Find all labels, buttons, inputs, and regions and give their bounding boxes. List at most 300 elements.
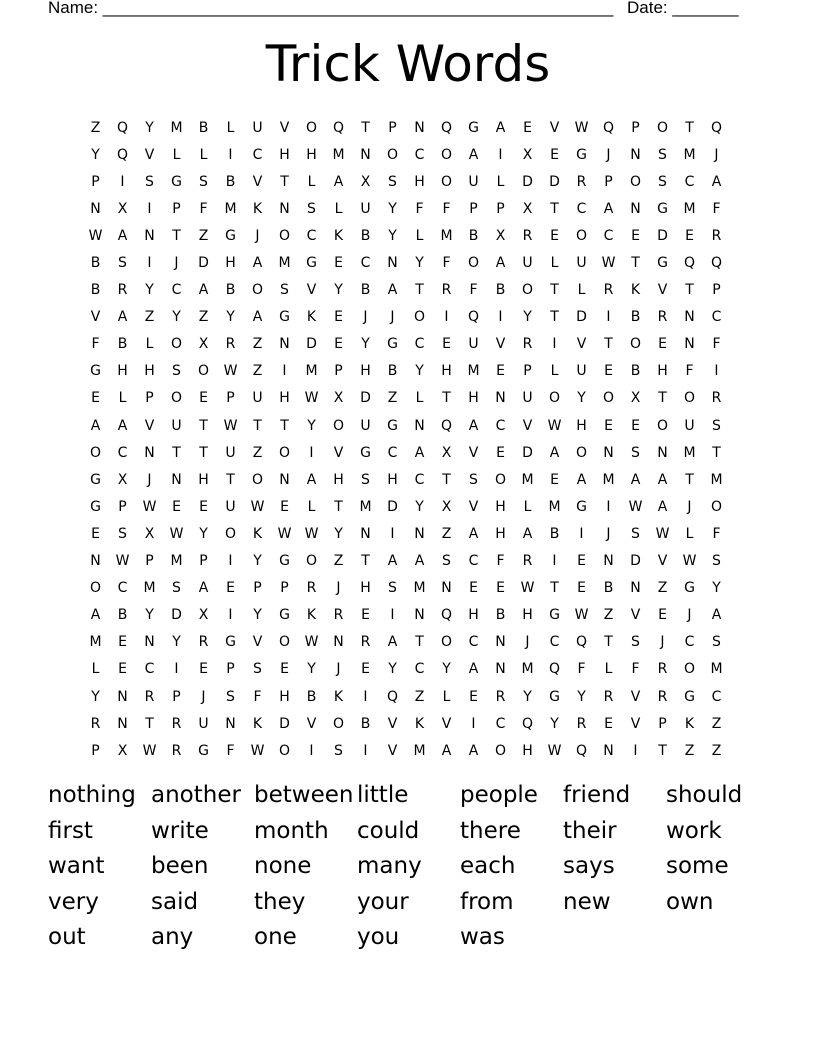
grid-letter: A	[468, 661, 479, 678]
grid-letter: I	[606, 498, 611, 515]
grid-letter: Z	[198, 227, 209, 244]
word-list-item: new	[563, 888, 611, 915]
grid-letter: G	[90, 498, 101, 515]
grid-letter: I	[471, 715, 476, 732]
grid-letter: X	[198, 607, 209, 624]
grid-letter: D	[279, 715, 290, 732]
grid-letter: Q	[332, 119, 345, 136]
grid-letter: V	[252, 634, 263, 651]
grid-letter: Q	[602, 119, 615, 136]
grid-letter: D	[306, 336, 317, 353]
word-list-item: people	[460, 782, 538, 808]
grid-letter: A	[468, 417, 479, 434]
grid-letter: E	[334, 309, 343, 326]
grid-letter: S	[631, 444, 640, 461]
grid-letter: M	[683, 146, 696, 163]
grid-letter: G	[576, 146, 587, 163]
grid-letter: E	[172, 498, 181, 515]
grid-letter: S	[118, 255, 127, 272]
grid-letter: B	[360, 227, 371, 244]
grid-letter: N	[414, 417, 425, 434]
grid-letter: M	[305, 363, 318, 380]
grid-letter: O	[278, 634, 291, 651]
grid-letter: A	[90, 607, 101, 624]
grid-letter: Z	[414, 688, 425, 705]
grid-letter: X	[117, 742, 128, 759]
grid-letter: C	[306, 227, 317, 244]
grid-letter: R	[603, 282, 614, 299]
grid-letter: Z	[252, 363, 263, 380]
word-list-item: many	[357, 853, 422, 879]
grid-letter: A	[198, 282, 209, 299]
grid-letter: V	[576, 336, 587, 353]
grid-letter: L	[415, 390, 424, 407]
grid-letter: Y	[388, 200, 397, 217]
grid-letter: R	[603, 688, 614, 705]
grid-letter: D	[576, 309, 587, 326]
grid-letter: W	[628, 498, 643, 515]
grid-letter: T	[442, 390, 451, 407]
grid-letter: R	[333, 607, 344, 624]
grid-letter: Q	[116, 119, 129, 136]
grid-letter: J	[390, 309, 395, 326]
grid-letter: I	[390, 607, 395, 624]
grid-letter: R	[198, 634, 209, 651]
grid-letter: A	[252, 255, 263, 272]
grid-letter: A	[468, 146, 479, 163]
date-field-label: Date: _______	[627, 0, 739, 17]
grid-letter: A	[468, 742, 479, 759]
grid-letter: C	[117, 580, 128, 597]
grid-letter: F	[496, 553, 505, 570]
grid-letter: V	[630, 688, 641, 705]
grid-letter: W	[277, 525, 292, 542]
grid-letter: T	[712, 444, 721, 461]
grid-letter: G	[90, 363, 101, 380]
word-list-item: little	[357, 782, 409, 808]
grid-letter: K	[306, 309, 317, 326]
grid-letter: O	[305, 553, 318, 570]
grid-letter: I	[363, 742, 368, 759]
grid-letter: I	[606, 309, 611, 326]
grid-letter: H	[225, 255, 236, 272]
grid-letter: A	[387, 553, 398, 570]
grid-letter: L	[550, 255, 559, 272]
grid-letter: A	[90, 417, 101, 434]
grid-letter: Q	[575, 742, 588, 759]
grid-letter: A	[387, 634, 398, 651]
grid-letter: N	[684, 336, 695, 353]
grid-letter: F	[685, 363, 694, 380]
grid-letter: Y	[550, 715, 559, 732]
grid-letter: N	[90, 553, 101, 570]
grid-letter: M	[710, 471, 723, 488]
grid-letter: B	[630, 363, 641, 380]
grid-letter: V	[468, 444, 479, 461]
grid-letter: C	[414, 146, 425, 163]
grid-letter: I	[498, 146, 503, 163]
grid-letter: O	[683, 661, 696, 678]
grid-letter: O	[251, 471, 264, 488]
grid-letter: I	[309, 742, 314, 759]
grid-letter: R	[225, 336, 236, 353]
grid-letter: Y	[172, 309, 181, 326]
grid-letter: D	[657, 227, 668, 244]
grid-letter: L	[199, 146, 208, 163]
grid-letter: Y	[415, 363, 424, 380]
grid-letter: Y	[415, 498, 424, 515]
grid-letter: J	[201, 688, 206, 705]
word-list-item: could	[357, 817, 420, 844]
grid-letter: J	[606, 525, 611, 542]
grid-letter: H	[522, 607, 533, 624]
grid-letter: A	[495, 119, 506, 136]
word-list-item: said	[151, 888, 199, 915]
grid-letter: T	[604, 336, 613, 353]
grid-letter: F	[469, 282, 478, 299]
grid-letter: T	[658, 390, 667, 407]
grid-letter: P	[631, 119, 640, 136]
grid-letter: J	[660, 634, 665, 651]
grid-letter: E	[280, 498, 289, 515]
grid-letter: P	[172, 200, 181, 217]
grid-letter: R	[522, 336, 533, 353]
grid-letter: C	[468, 553, 479, 570]
grid-letter: V	[657, 553, 668, 570]
grid-letter: W	[304, 525, 319, 542]
grid-letter: Y	[91, 146, 100, 163]
grid-letter: R	[144, 688, 155, 705]
grid-letter: P	[280, 580, 289, 597]
grid-letter: S	[712, 417, 721, 434]
grid-letter: X	[198, 336, 209, 353]
grid-letter: A	[117, 227, 128, 244]
grid-letter: H	[333, 471, 344, 488]
grid-letter: U	[198, 715, 209, 732]
word-list-item: there	[460, 817, 521, 844]
grid-letter: N	[414, 525, 425, 542]
grid-letter: C	[576, 200, 587, 217]
grid-letter: S	[334, 742, 343, 759]
grid-letter: F	[712, 525, 721, 542]
grid-letter: N	[630, 200, 641, 217]
grid-letter: S	[361, 471, 370, 488]
grid-letter: M	[521, 661, 534, 678]
grid-letter: R	[441, 282, 452, 299]
grid-letter: U	[225, 444, 236, 461]
grid-letter: W	[520, 580, 535, 597]
grid-letter: L	[496, 173, 505, 190]
word-list-item: should	[666, 782, 743, 808]
grid-letter: E	[550, 146, 559, 163]
grid-letter: X	[117, 200, 128, 217]
grid-letter: Z	[252, 336, 263, 353]
grid-letter: Z	[144, 309, 155, 326]
grid-letter: M	[683, 200, 696, 217]
grid-letter: Y	[577, 688, 586, 705]
grid-letter: Z	[441, 525, 452, 542]
grid-letter: S	[388, 580, 397, 597]
grid-letter: Z	[252, 444, 263, 461]
grid-letter: A	[576, 471, 587, 488]
grid-letter: V	[279, 119, 290, 136]
grid-letter: T	[550, 309, 559, 326]
grid-letter: A	[711, 607, 722, 624]
grid-letter: C	[252, 146, 263, 163]
grid-letter: E	[658, 607, 667, 624]
grid-letter: Y	[253, 607, 262, 624]
grid-letter: J	[606, 146, 611, 163]
grid-letter: F	[712, 336, 721, 353]
grid-letter: I	[309, 444, 314, 461]
grid-letter: L	[685, 525, 694, 542]
grid-letter: E	[523, 119, 532, 136]
grid-letter: L	[604, 661, 613, 678]
grid-letter: O	[89, 580, 102, 597]
grid-letter: A	[657, 471, 668, 488]
grid-letter: X	[144, 525, 155, 542]
grid-letter: K	[333, 688, 344, 705]
grid-letter: P	[91, 173, 100, 190]
grid-letter: C	[684, 634, 695, 651]
grid-letter: A	[441, 742, 452, 759]
grid-letter: E	[442, 336, 451, 353]
grid-letter: H	[279, 146, 290, 163]
word-list-item: one	[254, 924, 297, 950]
grid-letter: S	[199, 173, 208, 190]
grid-letter: N	[387, 255, 398, 272]
grid-letter: P	[253, 580, 262, 597]
grid-letter: H	[495, 498, 506, 515]
grid-letter: H	[441, 363, 452, 380]
grid-letter: E	[658, 336, 667, 353]
grid-letter: F	[253, 688, 262, 705]
grid-letter: M	[548, 498, 561, 515]
grid-letter: V	[630, 607, 641, 624]
grid-letter: E	[631, 227, 640, 244]
grid-letter: T	[361, 119, 370, 136]
grid-letter: T	[442, 471, 451, 488]
grid-letter: P	[145, 390, 154, 407]
grid-letter: E	[631, 417, 640, 434]
grid-letter: I	[363, 688, 368, 705]
grid-letter: A	[630, 471, 641, 488]
grid-letter: H	[144, 363, 155, 380]
grid-letter: T	[631, 255, 640, 272]
grid-letter: H	[495, 525, 506, 542]
word-list-item: from	[460, 888, 514, 915]
grid-letter: U	[684, 417, 695, 434]
grid-letter: E	[334, 336, 343, 353]
grid-letter: Y	[334, 282, 343, 299]
grid-letter: E	[199, 390, 208, 407]
grid-letter: O	[413, 309, 426, 326]
word-list-item: none	[254, 853, 312, 879]
grid-letter: R	[657, 309, 668, 326]
grid-letter: I	[228, 607, 233, 624]
grid-letter: S	[145, 173, 154, 190]
grid-letter: X	[360, 173, 371, 190]
letter-grid	[82, 114, 730, 764]
grid-letter: K	[414, 715, 425, 732]
grid-letter: L	[577, 282, 586, 299]
grid-letter: L	[415, 227, 424, 244]
grid-letter: O	[656, 417, 669, 434]
grid-letter: F	[577, 661, 586, 678]
grid-letter: S	[712, 634, 721, 651]
grid-letter: A	[711, 173, 722, 190]
grid-letter: R	[576, 715, 587, 732]
grid-letter: Q	[521, 715, 534, 732]
grid-letter: P	[469, 200, 478, 217]
grid-letter: Y	[145, 282, 154, 299]
grid-letter: E	[577, 580, 586, 597]
grid-letter: M	[683, 444, 696, 461]
grid-letter: U	[468, 336, 479, 353]
grid-letter: G	[684, 580, 695, 597]
grid-letter: N	[144, 227, 155, 244]
grid-letter: C	[711, 309, 722, 326]
grid-letter: G	[90, 471, 101, 488]
grid-letter: O	[332, 417, 345, 434]
grid-letter: H	[468, 607, 479, 624]
grid-letter: B	[495, 282, 506, 299]
grid-letter: T	[361, 553, 370, 570]
grid-letter: Y	[361, 336, 370, 353]
grid-letter: Z	[657, 580, 668, 597]
grid-letter: U	[468, 173, 479, 190]
grid-letter: W	[601, 255, 616, 272]
grid-letter: P	[658, 715, 667, 732]
grid-letter: A	[414, 553, 425, 570]
grid-letter: G	[657, 200, 668, 217]
grid-letter: L	[523, 498, 532, 515]
word-list-item: work	[666, 817, 722, 844]
grid-letter: M	[359, 498, 372, 515]
word-list-item: another	[151, 782, 241, 808]
grid-letter: Y	[307, 661, 316, 678]
grid-letter: T	[550, 200, 559, 217]
grid-letter: W	[250, 742, 265, 759]
grid-letter: Z	[711, 742, 722, 759]
grid-letter: R	[495, 688, 506, 705]
grid-letter: E	[469, 688, 478, 705]
word-list-item: between	[254, 782, 354, 808]
grid-letter: Q	[386, 688, 399, 705]
grid-letter: E	[280, 661, 289, 678]
grid-letter: B	[468, 227, 479, 244]
grid-letter: S	[631, 525, 640, 542]
grid-letter: W	[115, 553, 130, 570]
name-field-label: Name: ______________________________________________________	[48, 0, 614, 17]
grid-letter: G	[684, 688, 695, 705]
grid-letter: U	[171, 417, 182, 434]
grid-letter: V	[657, 282, 668, 299]
grid-letter: O	[683, 390, 696, 407]
grid-letter: R	[360, 634, 371, 651]
grid-letter: V	[387, 742, 398, 759]
grid-letter: X	[495, 227, 506, 244]
word-list-item: month	[254, 817, 329, 844]
grid-letter: T	[685, 282, 694, 299]
grid-letter: U	[252, 390, 263, 407]
grid-letter: M	[170, 553, 183, 570]
grid-letter: T	[253, 417, 262, 434]
grid-letter: A	[549, 444, 560, 461]
grid-letter: Y	[172, 634, 181, 651]
grid-letter: Y	[145, 119, 154, 136]
grid-letter: J	[687, 498, 692, 515]
grid-letter: U	[360, 200, 371, 217]
grid-letter: Y	[145, 607, 154, 624]
word-list	[48, 778, 769, 956]
grid-letter: H	[279, 688, 290, 705]
grid-letter: I	[147, 200, 152, 217]
grid-letter: H	[117, 363, 128, 380]
grid-letter: Q	[440, 607, 453, 624]
grid-letter: B	[117, 336, 128, 353]
grid-letter: P	[604, 173, 613, 190]
grid-letter: C	[468, 634, 479, 651]
grid-letter: R	[522, 227, 533, 244]
grid-letter: E	[118, 661, 127, 678]
grid-letter: Y	[334, 525, 343, 542]
grid-letter: T	[415, 282, 424, 299]
grid-letter: E	[199, 661, 208, 678]
grid-letter: G	[279, 309, 290, 326]
grid-letter: Y	[91, 688, 100, 705]
grid-letter: B	[117, 607, 128, 624]
grid-letter: V	[144, 146, 155, 163]
grid-letter: D	[171, 607, 182, 624]
grid-letter: S	[280, 282, 289, 299]
grid-letter: G	[306, 255, 317, 272]
grid-letter: G	[225, 227, 236, 244]
grid-letter: I	[444, 309, 449, 326]
grid-letter: E	[604, 363, 613, 380]
grid-letter: V	[306, 715, 317, 732]
grid-letter: R	[657, 661, 668, 678]
grid-letter: F	[631, 661, 640, 678]
grid-letter: G	[198, 742, 209, 759]
grid-letter: N	[441, 580, 452, 597]
grid-letter: M	[170, 119, 183, 136]
grid-letter: S	[226, 688, 235, 705]
grid-letter: B	[360, 715, 371, 732]
grid-letter: D	[630, 553, 641, 570]
grid-letter: N	[603, 742, 614, 759]
grid-letter: U	[360, 417, 371, 434]
grid-letter: Y	[253, 553, 262, 570]
grid-letter: N	[495, 634, 506, 651]
grid-letter: C	[387, 444, 398, 461]
grid-letter: O	[548, 390, 561, 407]
grid-letter: J	[255, 227, 260, 244]
word-list-item: they	[254, 888, 306, 915]
grid-letter: A	[306, 471, 317, 488]
grid-letter: N	[279, 200, 290, 217]
grid-letter: G	[360, 444, 371, 461]
grid-letter: S	[469, 471, 478, 488]
word-list-item: very	[48, 888, 99, 915]
grid-letter: N	[144, 444, 155, 461]
grid-letter: B	[603, 580, 614, 597]
grid-letter: C	[684, 173, 695, 190]
grid-letter: W	[304, 634, 319, 651]
grid-letter: E	[685, 227, 694, 244]
grid-letter: Q	[440, 417, 453, 434]
grid-letter: W	[223, 417, 238, 434]
